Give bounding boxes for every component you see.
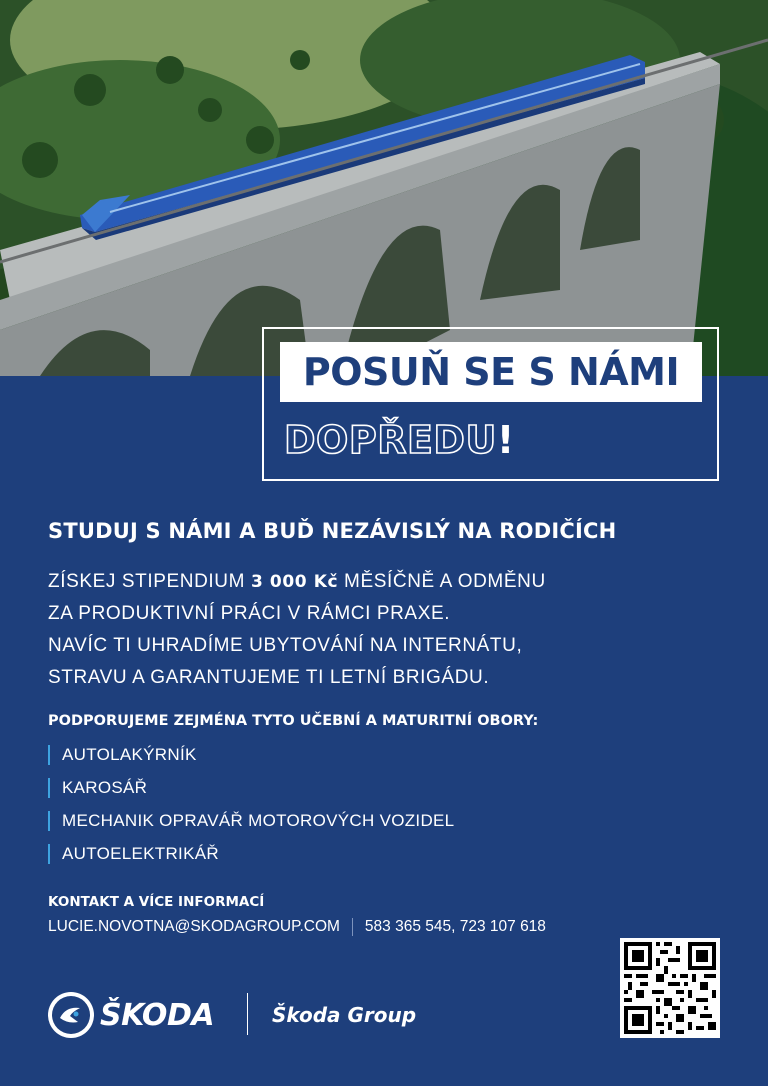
skoda-wordmark: ŠKODA xyxy=(100,997,215,1033)
field-label: AUTOLAKÝRNÍK xyxy=(62,745,197,764)
logo-divider xyxy=(247,993,248,1035)
hero-photo xyxy=(0,0,768,376)
body-line-4: STRAVU A GARANTUJEME TI LETNÍ BRIGÁDU. xyxy=(48,667,490,688)
field-label: MECHANIK OPRAVÁŘ MOTOROVÝCH VOZIDEL xyxy=(62,811,455,830)
list-item xyxy=(48,777,454,799)
contact-title: KONTAKT A VÍCE INFORMACÍ xyxy=(48,894,265,910)
contact-phones[interactable]: 583 365 545, 723 107 618 xyxy=(364,918,546,935)
fields-list xyxy=(48,744,454,876)
list-item xyxy=(48,843,454,865)
skoda-logo-icon xyxy=(48,992,94,1038)
headline-exclamation: ! xyxy=(496,418,515,462)
body-line-2: ZA PRODUKTIVNÍ PRÁCI V RÁMCI PRAXE. xyxy=(48,603,451,624)
headline-line-2 xyxy=(284,412,514,468)
accent-bar xyxy=(48,811,50,831)
field-label: KAROSÁŘ xyxy=(62,778,148,797)
accent-bar xyxy=(48,844,50,864)
group-name: Škoda Group xyxy=(272,1003,417,1027)
body-text xyxy=(48,566,546,694)
body-line-1 xyxy=(48,566,546,598)
contact-email[interactable]: LUCIE.NOVOTNA@SKODAGROUP.COM xyxy=(48,918,340,935)
train-viaduct-illustration xyxy=(0,0,768,376)
subheading: STUDUJ S NÁMI A BUĎ NEZÁVISLÝ NA RODIČÍCH xyxy=(48,519,617,543)
body-line-3: NAVÍC TI UHRADÍME UBYTOVÁNÍ NA INTERNÁTU, xyxy=(48,635,523,656)
headline-outline-word: DOPŘEDU xyxy=(284,418,497,462)
body-line-1-suffix: MĚSÍČNĚ A ODMĚNU xyxy=(338,571,546,592)
accent-bar xyxy=(48,745,50,765)
accent-bar xyxy=(48,778,50,798)
field-label: AUTOELEKTRIKÁŘ xyxy=(62,844,219,863)
list-item xyxy=(48,744,454,766)
body-line-1-prefix: ZÍSKEJ STIPENDIUM xyxy=(48,571,251,592)
stipend-amount: 3 000 Kč xyxy=(250,572,339,592)
skoda-logo xyxy=(48,992,214,1038)
contact-separator xyxy=(352,918,353,936)
list-item xyxy=(48,810,454,832)
fields-title: PODPORUJEME ZEJMÉNA TYTO UČEBNÍ A MATURITNÍ OBORY: xyxy=(48,713,539,729)
qr-code-icon[interactable] xyxy=(620,938,720,1038)
contact-row xyxy=(48,918,546,936)
headline-line-1: POSUŇ SE S NÁMI xyxy=(280,342,702,402)
